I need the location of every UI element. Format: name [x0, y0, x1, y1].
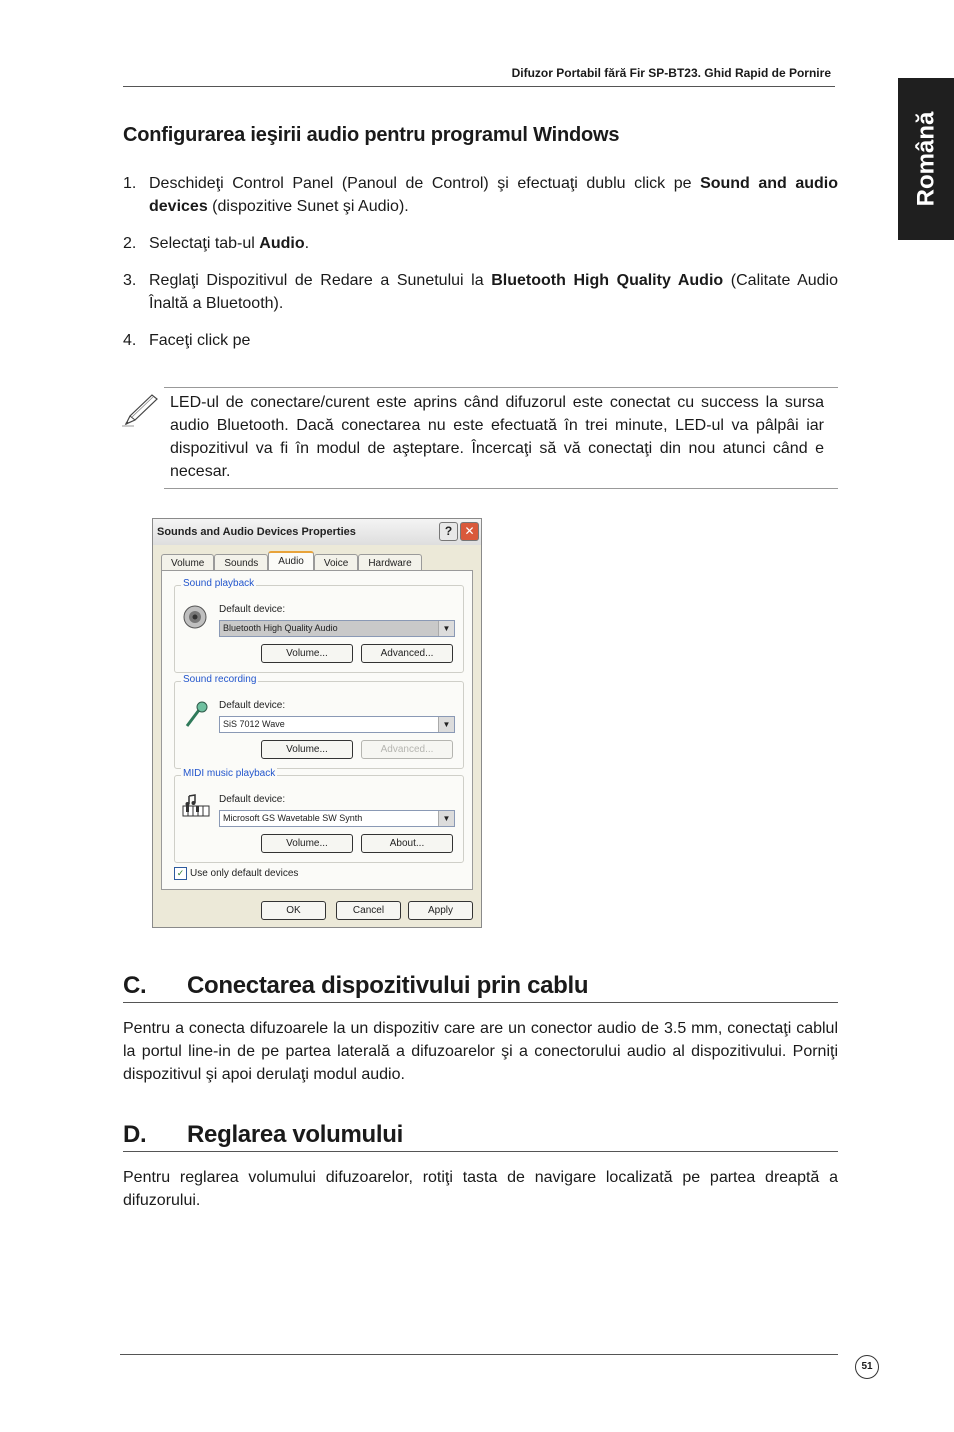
step-text-post: (dispozitive Sunet şi Audio).: [207, 198, 409, 215]
step-text-bold: Bluetooth High Quality Audio: [491, 272, 724, 289]
step-text-bold: Audio: [259, 235, 305, 252]
step-item: [123, 329, 838, 352]
section-letter: D.: [123, 1121, 147, 1148]
footer-rule: [120, 1354, 838, 1355]
chevron-down-icon[interactable]: ▼: [438, 717, 454, 732]
playback-volume-button[interactable]: Volume...: [261, 644, 353, 663]
chevron-down-icon[interactable]: ▼: [438, 811, 454, 826]
section-d-heading: [123, 1121, 838, 1152]
step-text: [149, 232, 838, 255]
tab-volume[interactable]: Volume: [161, 554, 214, 572]
cancel-button[interactable]: Cancel: [336, 901, 401, 920]
checkbox-label: Use only default devices: [190, 868, 299, 879]
chevron-down-icon[interactable]: ▼: [438, 621, 454, 636]
step-number: 1.: [123, 175, 137, 192]
help-button[interactable]: ?: [439, 522, 458, 541]
tab-audio[interactable]: Audio: [268, 551, 314, 573]
step-item: [123, 269, 838, 315]
tab-hardware[interactable]: Hardware: [358, 554, 421, 572]
microphone-icon: [181, 698, 211, 728]
step-number: 3.: [123, 272, 137, 289]
pencil-icon: [120, 392, 160, 428]
device-label: Default device:: [219, 794, 286, 805]
audio-tab-panel: [161, 570, 473, 890]
midi-volume-button[interactable]: Volume...: [261, 834, 353, 853]
sound-recording-group: [174, 674, 464, 769]
page-number: 51: [855, 1355, 879, 1379]
playback-device-value: Bluetooth High Quality Audio: [223, 623, 338, 633]
tab-voice[interactable]: Voice: [314, 554, 358, 572]
recording-device-value: SiS 7012 Wave: [223, 719, 285, 729]
header-rule: [123, 86, 835, 87]
group-label: Sound recording: [183, 674, 257, 685]
section-letter: C.: [123, 972, 147, 999]
windows-config-heading: Configurarea ieşirii audio pentru programul Windows: [123, 124, 620, 146]
device-label: Default device:: [219, 700, 286, 711]
section-d-text: Pentru reglarea volumului difuzoarelor, rotiţi tasta de navigare localizată pe partea dreaptă a difuzorului.: [123, 1169, 838, 1209]
language-tab-label: Română: [912, 111, 939, 207]
midi-about-button[interactable]: About...: [361, 834, 453, 853]
midi-keyboard-icon: [181, 792, 211, 822]
step-item: [123, 232, 838, 255]
playback-advanced-button[interactable]: Advanced...: [361, 644, 453, 663]
step-text: [149, 172, 838, 218]
section-title: Conectarea dispozitivului prin cablu: [187, 972, 589, 999]
speaker-icon: [181, 602, 211, 632]
apply-button[interactable]: Apply: [408, 901, 473, 920]
recording-device-select[interactable]: [219, 716, 455, 733]
midi-playback-group: [174, 768, 464, 863]
steps-list: [123, 172, 838, 366]
step-text-pre: Reglaţi Dispozitivul de Redare a Sunetului la: [149, 272, 492, 289]
step-text-pre: Selectaţi tab-ul: [149, 235, 260, 252]
group-label: Sound playback: [183, 578, 255, 589]
sound-properties-dialog: [152, 518, 482, 928]
language-tab: [898, 78, 954, 240]
device-label: Default device:: [219, 604, 286, 615]
ok-button[interactable]: OK: [261, 901, 326, 920]
running-header: Difuzor Portabil fără Fir SP-BT23. Ghid Rapid de Pornire: [511, 66, 831, 80]
tab-strip: [161, 551, 422, 571]
note-text: LED-ul de conectare/curent este aprins când difuzorul este conectat cu success la sursa audio Bluetooth. Dacă conectarea nu este efectuată în trei minute, LED-ul va pâlpâi iar dispozitivul va fi în modul de aşteptare. Încercaţi să vă conectaţi din nou atunci când e necesar.: [170, 394, 824, 480]
step-number: 4.: [123, 332, 137, 349]
playback-device-select[interactable]: [219, 620, 455, 637]
dialog-title: Sounds and Audio Devices Properties: [153, 519, 481, 545]
section-title: Reglarea volumului: [187, 1121, 403, 1148]
step-item: [123, 172, 838, 218]
sound-playback-group: [174, 578, 464, 673]
group-label: MIDI music playback: [183, 768, 276, 779]
default-devices-checkbox[interactable]: [174, 867, 298, 880]
tab-sounds[interactable]: Sounds: [214, 554, 268, 572]
step-text: [149, 329, 838, 352]
step-text-pre: Faceţi click pe: [149, 332, 251, 349]
step-text-post: (Calitate Audio Înaltă a Bluetooth).: [149, 272, 838, 312]
midi-device-value: Microsoft GS Wavetable SW Synth: [223, 813, 363, 823]
section-c-text: Pentru a conecta difuzoarele la un dispozitiv care are un conector audio de 3.5 mm, conectaţi cablul la portul line-in de pe partea laterală a difuzoarelor şi a conectorului audio al dispozitivului. Porniţi dispozitivul şi apoi derulaţi modul audio.: [123, 1020, 838, 1083]
midi-device-select[interactable]: [219, 810, 455, 827]
step-text-post: .: [304, 235, 310, 252]
step-number: 2.: [123, 235, 137, 252]
step-text-bold: Sound and audio devices: [149, 175, 839, 215]
close-button[interactable]: ✕: [460, 522, 479, 541]
recording-advanced-button: Advanced...: [361, 740, 453, 759]
recording-volume-button[interactable]: Volume...: [261, 740, 353, 759]
checkbox-mark[interactable]: ✓: [174, 867, 187, 880]
step-text-pre: Deschideţi Control Panel (Panoul de Control) şi efectuaţi dublu click pe: [149, 175, 701, 192]
section-c-heading: [123, 972, 838, 1003]
step-text: [149, 269, 838, 315]
